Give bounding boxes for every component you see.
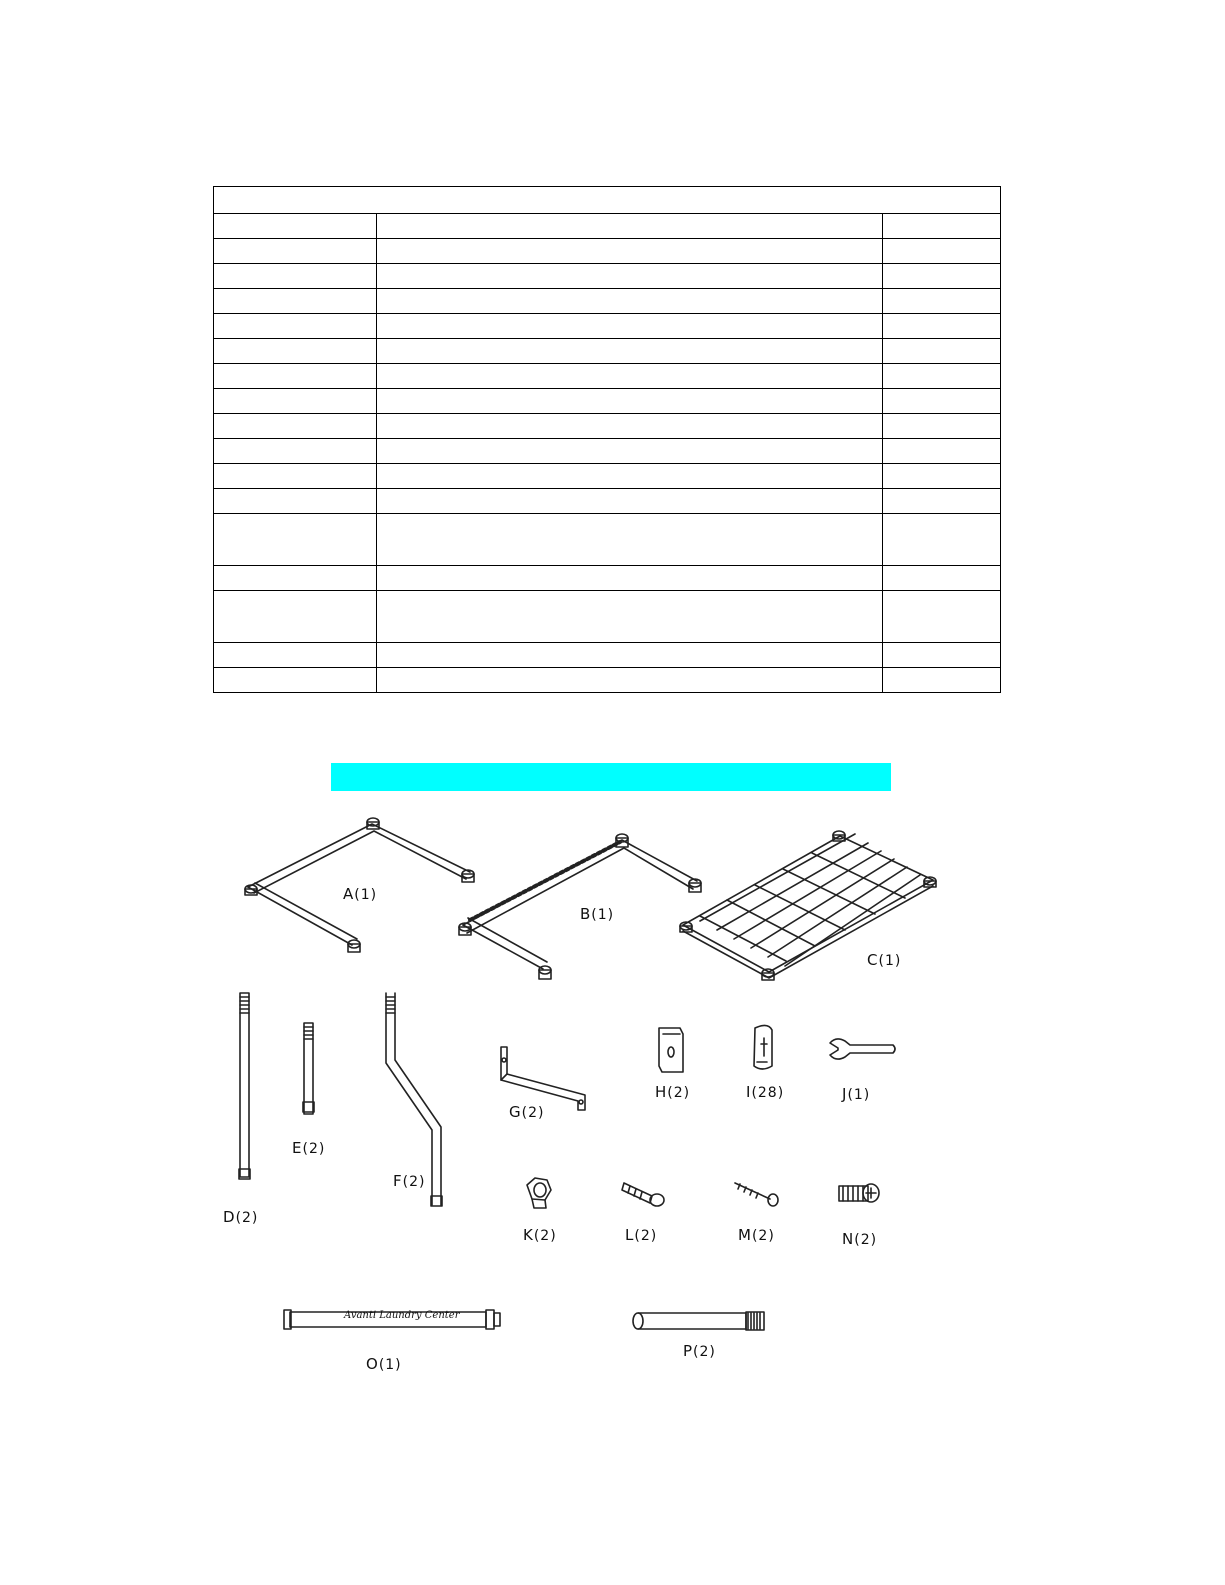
part-h-clip (659, 1028, 683, 1072)
part-g-bracket (501, 1047, 585, 1110)
label-m: M(2) (738, 1226, 775, 1244)
label-d: D(2) (223, 1208, 259, 1226)
part-l-anchor (622, 1183, 664, 1206)
part-o-print: Avanti Laundry Center (344, 1310, 460, 1321)
part-n-bolt (839, 1184, 879, 1202)
label-i: I(28) (746, 1083, 785, 1101)
label-k: K(2) (523, 1226, 557, 1244)
part-m-screw (735, 1183, 778, 1206)
label-c: C(1) (867, 951, 902, 969)
label-a: A(1) (343, 885, 378, 903)
label-n: N(2) (842, 1230, 878, 1248)
part-p-rod (633, 1312, 764, 1330)
label-h: H(2) (655, 1083, 691, 1101)
label-p: P(2) (683, 1342, 716, 1360)
part-i-sleeve (754, 1025, 772, 1069)
label-g: G(2) (509, 1103, 545, 1121)
label-e: E(2) (292, 1139, 326, 1157)
part-k-nut (527, 1178, 551, 1208)
part-d-pole (239, 993, 250, 1179)
label-j: J(1) (842, 1085, 871, 1103)
part-e-pole (303, 1023, 314, 1114)
label-o: O(1) (366, 1355, 402, 1373)
label-f: F(2) (393, 1172, 426, 1190)
label-b: B(1) (580, 905, 615, 923)
part-j-wrench (830, 1039, 895, 1059)
label-l: L(2) (625, 1226, 658, 1244)
